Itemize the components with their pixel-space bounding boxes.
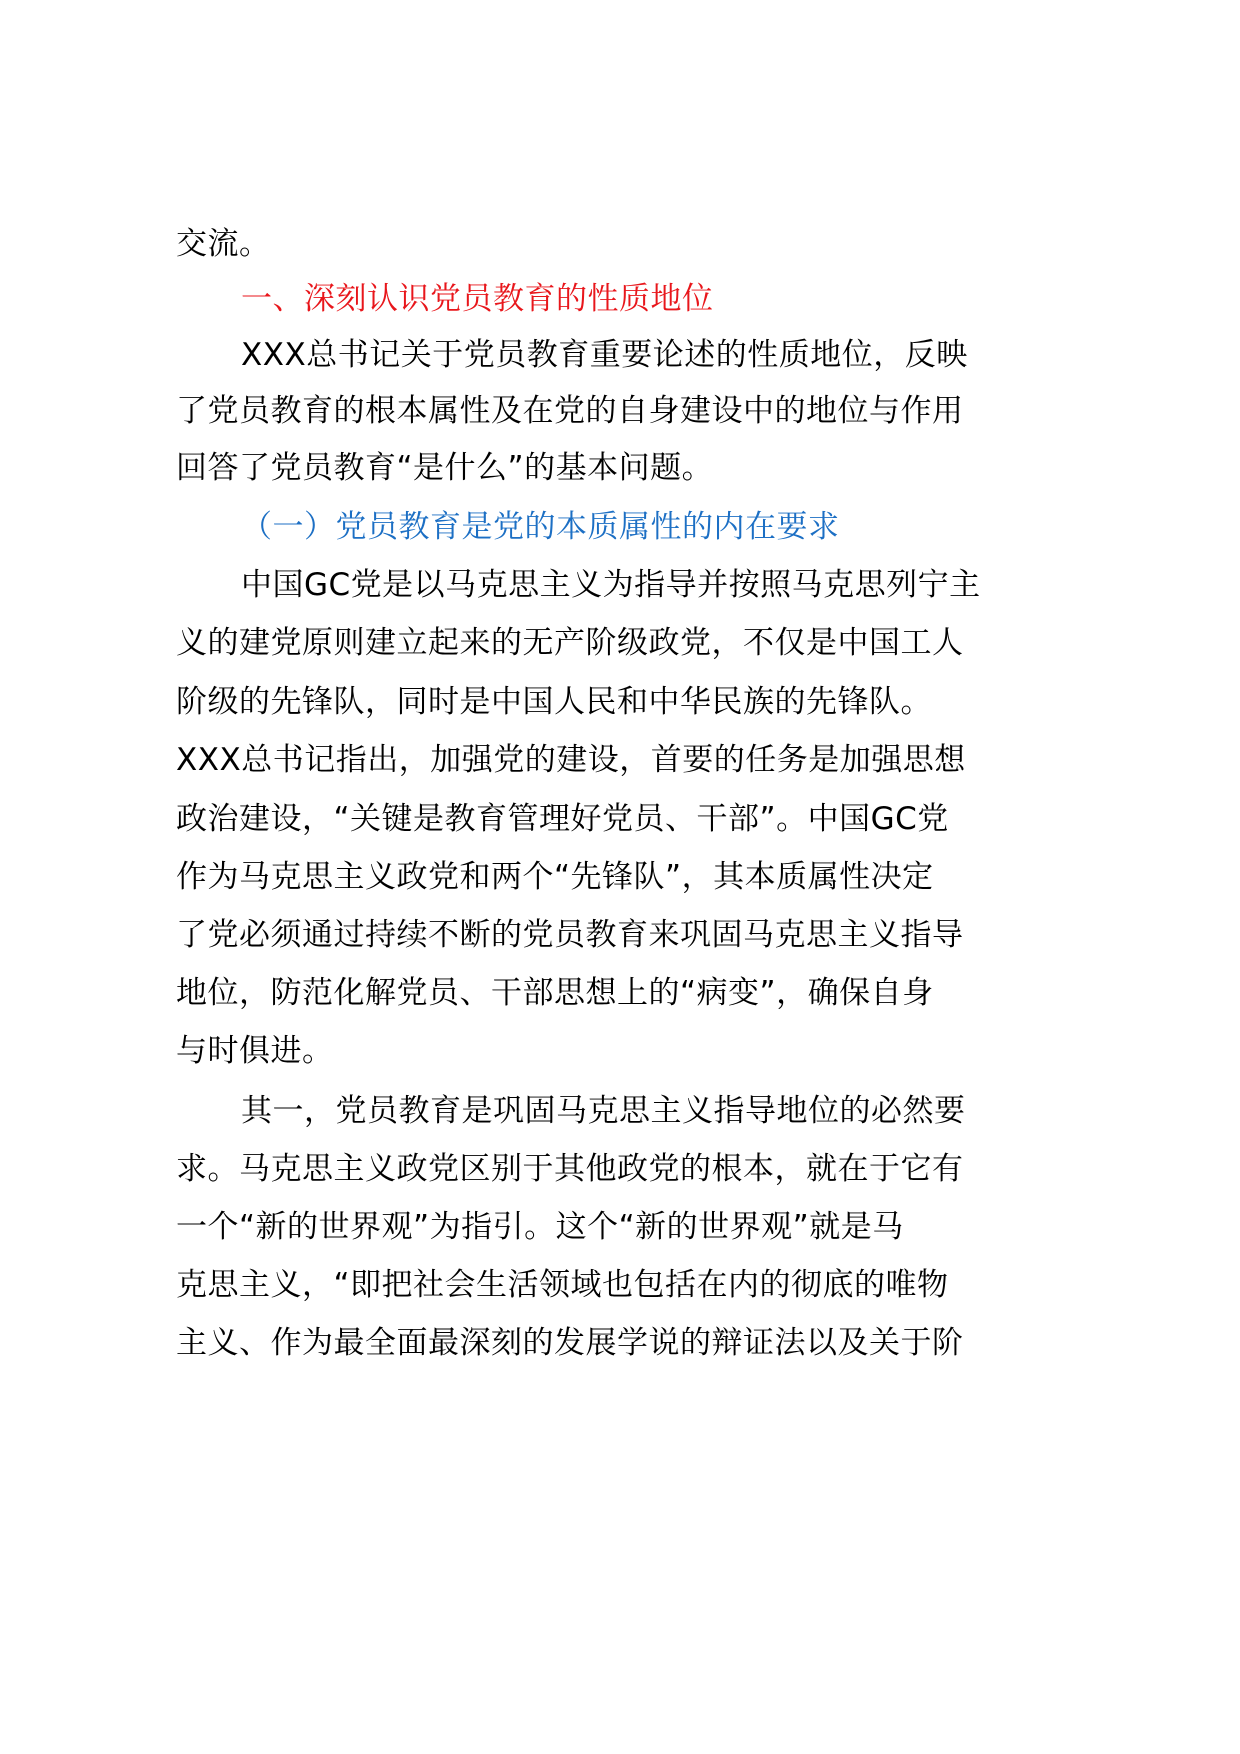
text-line: XXX总书记关于党员教育重要论述的性质地位，反映 [241,337,968,373]
text-line: 地位，防范化解党员、干部思想上的“病变”，确保自身 [176,975,934,1011]
text-line: 了党必须通过持续不断的党员教育来巩固马克思主义指导 [176,917,964,953]
text-line: 了党员教育的根本属性及在党的自身建设中的地位与作用 [176,393,964,429]
text-line: 阶级的先锋队，同时是中国人民和中华民族的先锋队。 [176,684,932,720]
text-line: 克思主义，“即把社会生活领域也包括在内的彻底的唯物 [176,1267,949,1303]
text-line: 一个“新的世界观”为指引。这个“新的世界观”就是马 [176,1209,904,1245]
subsection-heading: （一）党员教育是党的本质属性的内在要求 [241,509,840,545]
text-line: 求。马克思主义政党区别于其他政党的根本，就在于它有 [176,1151,964,1187]
text-line: 作为马克思主义政党和两个“先锋队”，其本质属性决定 [176,859,934,895]
text-line: 主义、作为最全面最深刻的发展学说的辩证法以及关于阶 [176,1325,964,1361]
text-line: 与时俱进。 [176,1033,334,1069]
text-line: XXX总书记指出，加强党的建设，首要的任务是加强思想 [176,742,966,778]
text-line: 义的建党原则建立起来的无产阶级政党，不仅是中国工人 [176,625,964,661]
text-line: 其一，党员教育是巩固马克思主义指导地位的必然要 [241,1093,966,1129]
section-heading: 一、深刻认识党员教育的性质地位 [241,281,714,317]
text-line: 政治建设，“关键是教育管理好党员、干部”。中国GC党 [176,801,949,837]
text-line: 回答了党员教育“是什么”的基本问题。 [176,450,714,486]
text-line: 交流。 [176,226,271,262]
text-line: 中国GC党是以马克思主义为指导并按照马克思列宁主 [241,567,981,603]
